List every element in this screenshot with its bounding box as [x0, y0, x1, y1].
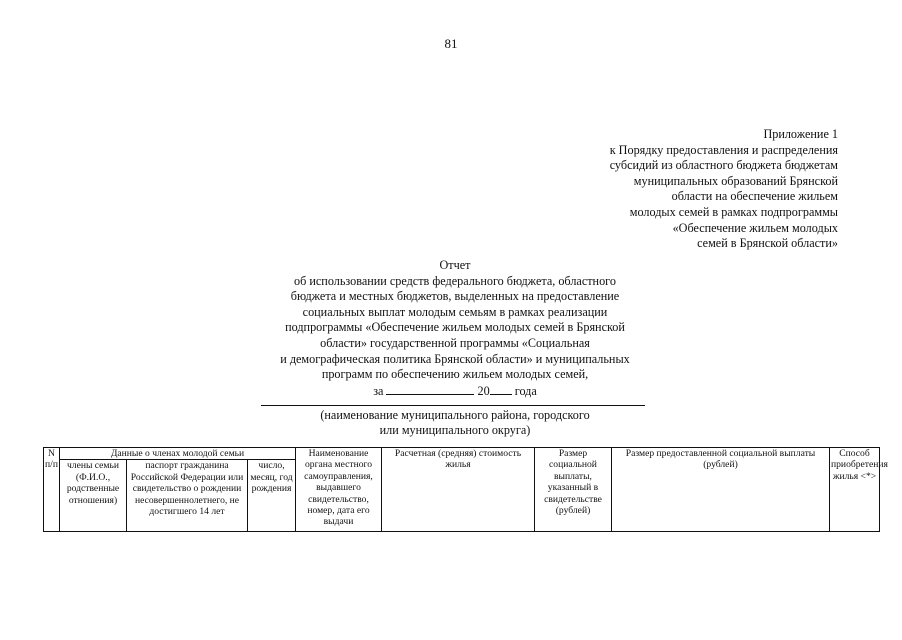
header-birth-date: число, месяц, год рождения [248, 460, 296, 532]
caption-line: или муниципального округа) [379, 422, 531, 437]
header-passport: паспорт гражданина Российской Федерации или свидетельство о рождении несовершеннолетнего, не достигшего 14 лет [127, 460, 248, 532]
appendix-line: «Обеспечение жильем молодых [672, 220, 838, 235]
header-certificate-amount: Размер социальной выплаты, указанный в свидетельстве (рублей) [535, 448, 612, 532]
appendix-line: субсидий из областного бюджета бюджетам [609, 158, 838, 173]
header-family-data: Данные о членах молодой семьи [60, 448, 296, 460]
report-line: программ по обеспечению жильем молодых семей, [321, 367, 589, 382]
report-line: бюджета и местных бюджетов, выделенных на предоставление [290, 289, 620, 304]
municipality-caption [250, 408, 660, 438]
appendix-line: молодых семей в рамках подпрограммы [629, 204, 838, 219]
report-line: социальных выплат молодым семьям в рамках реализации [302, 304, 608, 319]
appendix-line: семей в Брянской области» [697, 236, 838, 251]
caption-line: (наименование муниципального района, городского [320, 408, 590, 422]
period-prefix: за [373, 383, 384, 398]
report-line: подпрограммы «Обеспечение жильем молодых семей в Брянской [285, 320, 625, 335]
page-number: 81 [444, 36, 458, 51]
report-table [43, 447, 888, 532]
header-number: N п/п [44, 448, 60, 532]
period-year-field[interactable] [490, 383, 512, 395]
appendix-line: Приложение 1 [763, 127, 838, 141]
period-date-field[interactable] [386, 383, 474, 395]
municipality-name-line[interactable] [261, 405, 645, 406]
header-family-members: члены семьи (Ф.И.О., родственные отношения) [60, 460, 127, 532]
header-provided-amount: Размер предоставленной социальной выплаты (рублей) [612, 448, 830, 532]
appendix-line: к Порядку предоставления и распределения [609, 142, 838, 157]
report-title: Отчет [439, 258, 471, 272]
header-housing-cost: Расчетная (средняя) стоимость жилья [382, 448, 535, 532]
report-line: области» государственной программы «Социальная [320, 335, 590, 350]
period-year-prefix: 20 [477, 383, 490, 398]
header-acquisition-method: Способ приобретения жилья <*> [830, 448, 880, 532]
appendix-line: муниципальных образований Брянской [633, 173, 838, 188]
report-line: и демографическая политика Брянской области» и муниципальных [280, 351, 630, 366]
header-authority: Наименование органа местного самоуправления, выдавшего свидетельство, номер, дата его выдачи [296, 448, 382, 532]
report-period [250, 383, 660, 400]
appendix-line: области на обеспечение жильем [671, 189, 838, 204]
report-line: об использовании средств федерального бюджета, областного [294, 273, 616, 288]
period-suffix: года [514, 383, 537, 398]
appendix-header [538, 127, 838, 252]
